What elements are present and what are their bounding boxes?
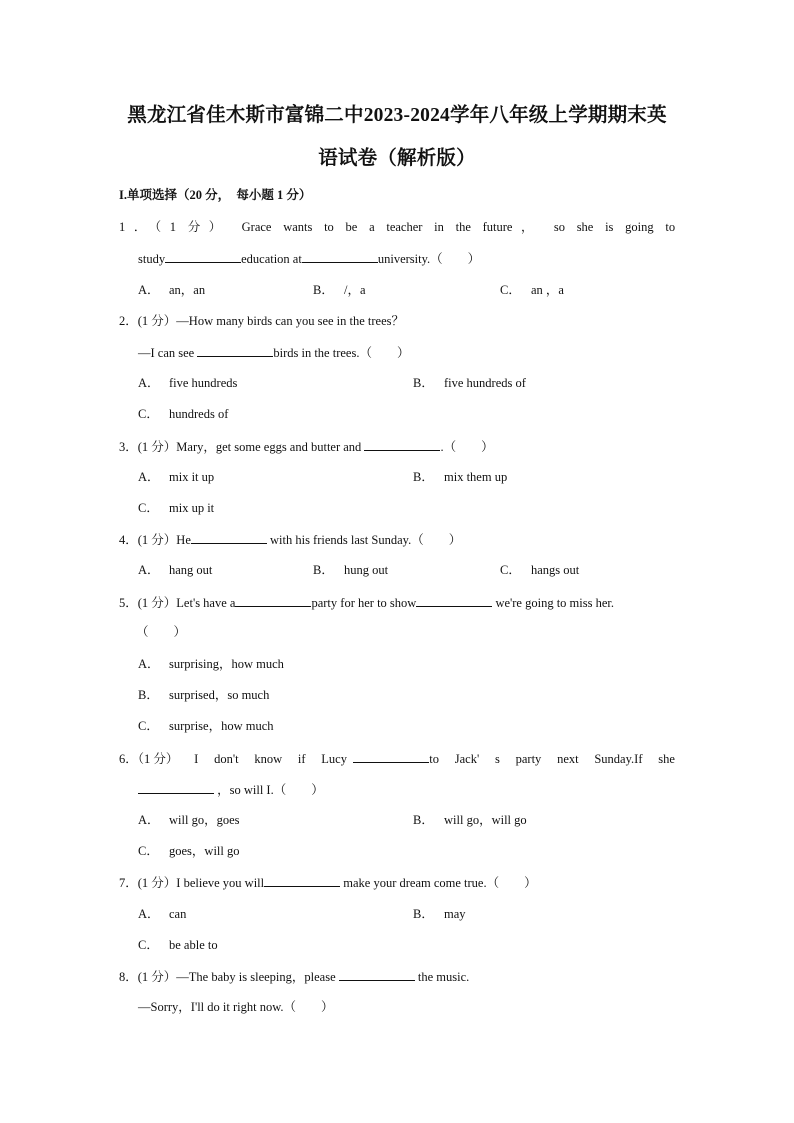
option-b[interactable]: B． /，a [313,283,366,297]
option-c[interactable]: C． hundreds of [138,407,229,421]
question-1-line-2: study education at university.（ ） [138,252,481,266]
option-a[interactable]: A． can [138,907,187,921]
option-b[interactable]: B． surprised，so much [138,688,270,702]
answer-blank[interactable] [138,781,214,794]
question-6-line-2: ，so will I.（ ） [138,781,675,798]
option-a[interactable]: A． an，an [138,283,206,297]
question-6-line-1: 6．（1 分） I don't know if Lucy to Jack' s party next Sunday.If she [119,752,675,766]
answer-blank[interactable] [416,594,492,607]
question-7-line-1: 7．(1 分）I believe you will make your dream come true.（ ） [119,876,537,890]
answer-blank[interactable] [235,594,311,607]
question-5-line-1: 5．(1 分）Let's have a party for her to show we're going to miss her. [119,596,614,610]
question-8-line-2: —Sorry，I'll do it right now.（ ） [138,1000,334,1014]
option-a[interactable]: A． hang out [138,563,213,577]
option-a[interactable]: A． surprising，how much [138,657,284,671]
option-b[interactable]: B． may [413,907,466,921]
exam-title-line-1: 黑龙江省佳木斯市富锦二中2023-2024学年八年级上学期期末英 [127,105,667,126]
option-c[interactable]: C． goes，will go [138,844,240,858]
option-b[interactable]: B． mix them up [413,470,508,484]
option-b[interactable]: B． five hundreds of [413,376,526,390]
question-1-line-1: 1．（1 分） Grace wants to be a teacher in the future， so she is going to [119,220,676,234]
option-b[interactable]: B． will go，will go [413,813,527,827]
section-heading: I.单项选择（20 分， 每小题 1 分） [119,188,312,202]
answer-blank[interactable] [302,250,378,263]
option-a[interactable]: A． will go，goes [138,813,240,827]
question-5-line-2: （ ） [136,625,187,639]
question-2-line-1: 2．(1 分）—How many birds can you see in the trees？ [119,314,405,328]
answer-blank[interactable] [364,438,440,451]
exam-title-line-2: 语试卷（解析版） [318,148,476,169]
question-8-line-1: 8．(1 分）—The baby is sleeping，please the music. [119,970,470,984]
answer-blank[interactable] [165,250,241,263]
option-b[interactable]: B． hung out [313,563,389,577]
question-4-line-1: 4．(1 分）He with his friends last Sunday.（ ） [119,533,462,547]
option-a[interactable]: A． five hundreds [138,376,238,390]
question-2-line-2: —I can see birds in the trees.（ ） [138,346,410,360]
option-c[interactable]: C． hangs out [500,563,580,577]
question-3-line-1: 3．(1 分）Mary，get some eggs and butter and .（ ） [119,440,494,454]
answer-blank[interactable] [191,531,267,544]
answer-blank[interactable] [264,874,340,887]
option-c[interactable]: C． be able to [138,938,218,952]
option-c[interactable]: C． mix up it [138,501,215,515]
answer-blank[interactable] [197,344,273,357]
option-c[interactable]: C． an ，a [500,283,564,297]
option-a[interactable]: A． mix it up [138,470,215,484]
option-c[interactable]: C． surprise，how much [138,719,274,733]
answer-blank[interactable] [339,968,415,981]
answer-blank[interactable] [353,750,429,763]
